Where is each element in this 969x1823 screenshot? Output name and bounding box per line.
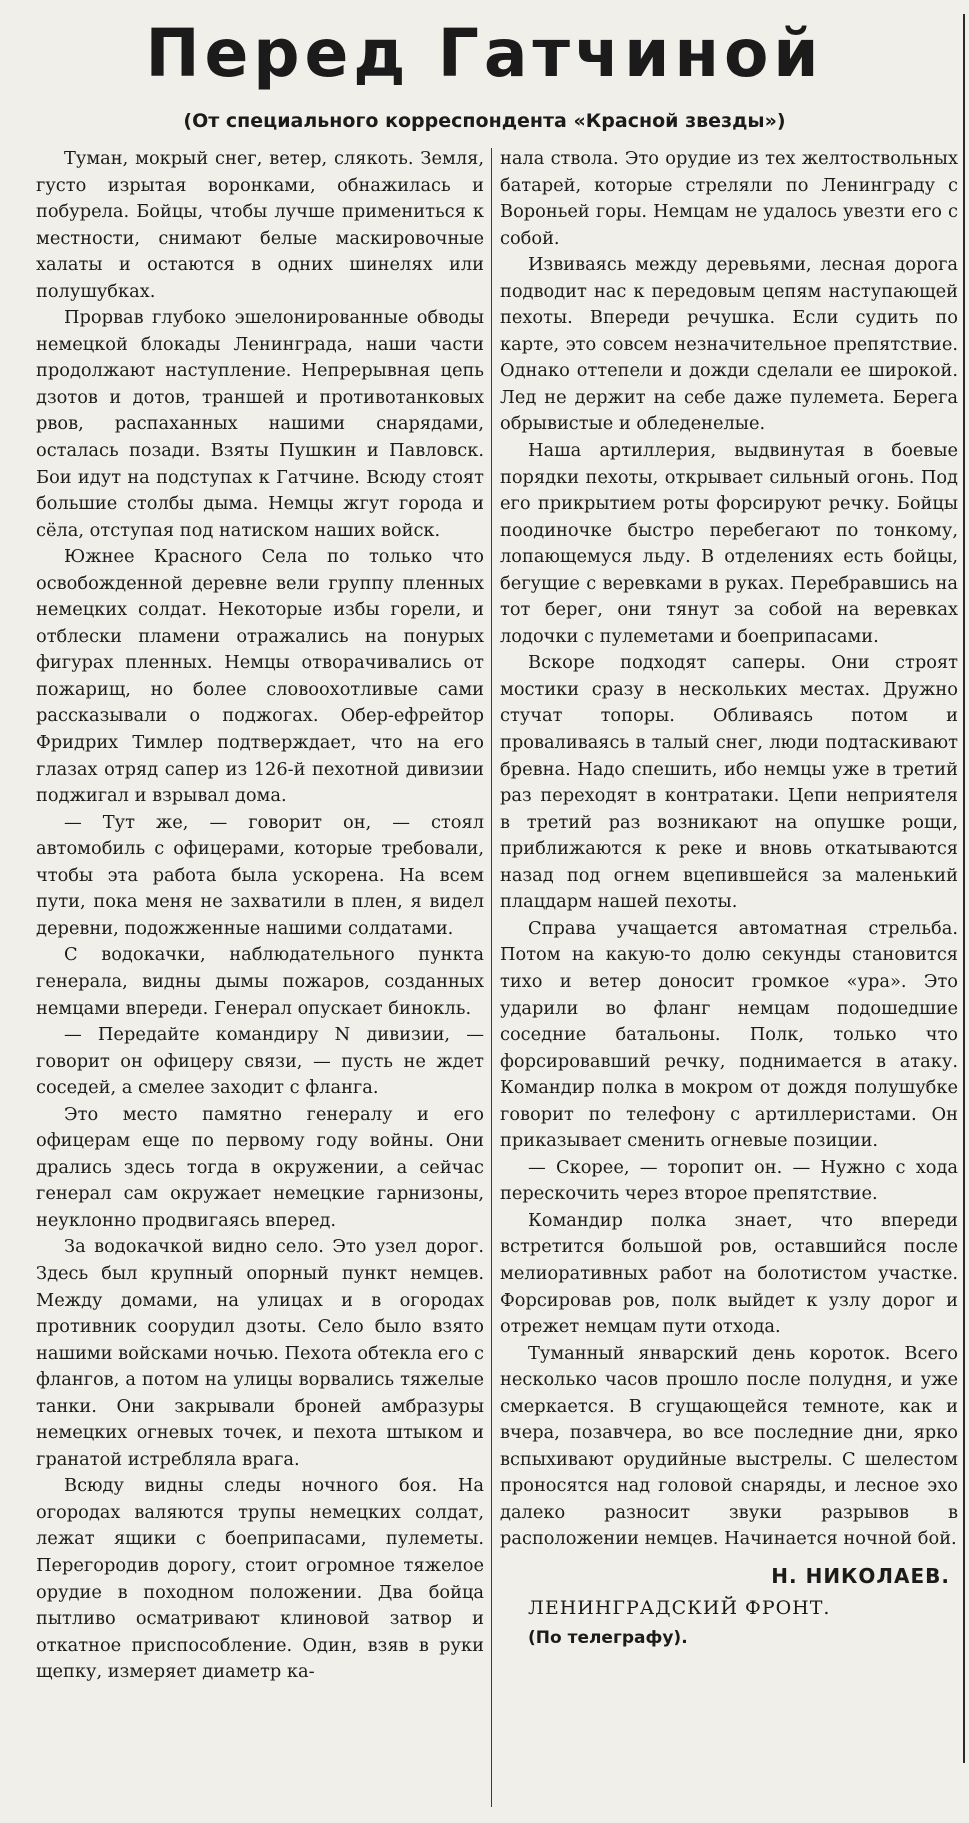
paragraph: — Скорее, — торопит он. — Нужно с хода перескочить через второе препятствие.: [500, 1156, 958, 1205]
article-subtitle: (От специального корреспондента «Красной звезды»): [183, 110, 786, 132]
article-title: Перед Гатчиной: [145, 15, 824, 92]
paragraph: Туман, мокрый снег, ветер, слякоть. Земля, густо изрытая воронками, обнажилась и побурела. Бойцы, чтобы лучше примениться к местности, снимают белые маскировочные халаты и остаются в одних шинелях или полушубках.: [36, 148, 484, 302]
paragraph: Вскоре подходят саперы. Они строят мостики сразу в нескольких местах. Дружно стучат топоры. Обливаясь потом и проваливаясь в талый снег, люди подтаскивают бревна. Надо спешить, ибо немцы уже в третий раз переходят в контратаки. Цепи неприятеля в третий раз возникают на опушке рощи, приближаются к реке и вновь откатываются назад под огнем вцепившейся за маленький плацдарм нашей пехоты.: [500, 652, 958, 913]
author-signature: Н. НИКОЛАЕВ.: [771, 1563, 950, 1588]
paragraph-continuation: нала ствола. Это орудие из тех желтоствольных батарей, которые стреляли по Ленинграду с Вороньей горы. Немцам не удалось увезти его с собой.: [500, 148, 958, 249]
paragraph: — Передайте командиру N дивизии, — говорит он офицеру связи, — пусть не ждет соседей, а смелее заходит с фланга.: [36, 1024, 484, 1099]
paragraph: Прорвав глубоко эшелонированные обводы немецкой блокады Ленинграда, наши части продолжают наступление. Непрерывная цепь дзотов и дотов, траншей и противотанковых рвов, распаханных нашими снарядами, осталась позади. Взяты Пушкин и Павловск. Бои идут на подступах к Гатчине. Всюду стоят большие столбы дыма. Немцы жгут города и сёла, отступая под натиском наших войск.: [36, 307, 484, 541]
paragraph: Извиваясь между деревьями, лесная дорога подводит нас к передовым цепям наступающей пехоты. Впереди речушка. Если судить по карте, это совсем незначительное препятствие. Однако оттепели и дожди сделали ее широкой. Лед не держит на себе даже пулемета. Берега обрывистые и обледенелые.: [500, 254, 958, 435]
page-edge-rule: [963, 14, 965, 1763]
paragraph: — Тут же, — говорит он, — стоял автомобиль с офицерами, которые требовали, чтобы эта работа была ускорена. На всем пути, пока меня не захватили в плен, я видел деревни, подожженные нашими солдатами.: [36, 811, 484, 939]
paragraph: Южнее Красного Села по только что освобожденной деревне вели группу пленных немецких солдат. Некоторые избы горели, и отблески пламени отражались на понурых фигурах пленных. Немцы отворачивались от пожарищ, но более словоохотливые сами рассказывали о поджогах. Обер-ефрейтор Фридрих Тимлер подтверждает, что на его глазах отряд сапер из 126-й пехотной дивизии поджигал и взрывал дома.: [36, 546, 484, 807]
paragraph: Справа учащается автоматная стрельба. Потом на какую-то долю секунды становится тихо и ветер доносит громкое «ура». Это ударили во фланг немцам подошедшие соседние батальоны. Полк, только что форсировавший речку, поднимается в атаку. Командир полка в мокром от дождя полушубке говорит по телефону с артиллеристами. Он приказывает сменить огневые позиции.: [500, 917, 958, 1152]
paragraph: Командир полка знает, что впереди встретится большой ров, оставшийся после мелиоративных работ на болотистом участке. Форсировав ров, полк выйдет к узлу дорог и отрежет немцам пути отхода.: [500, 1209, 958, 1338]
paragraph: Всюду видны следы ночного боя. На огородах валяются трупы немецких солдат, лежат ящики с боеприпасами, пулеметы. Перегородив дорогу, стоит огромное тяжелое орудие в походном положении. Два бойца пытливо осматривают клиновой затвор и откатное приспособление. Один, взяв в руки щепку, измеряет диаметр ка-: [36, 1475, 484, 1683]
paragraph: Это место памятно генералу и его офицерам еще по первому году войны. Они дрались здесь тогда в окружении, а сейчас генерал сам окружает немецкие гарнизоны, неуклонно продвигаясь вперед.: [36, 1103, 484, 1231]
paragraph: За водокачкой видно село. Это узел дорог. Здесь был крупный опорный пункт немцев. Между домами, на улицах и в огородах противник соорудил дзоты. Село было взято нашими войсками ночью. Пехота обтекла его с флангов, а потом на улицы ворвались тяжелые танки. Они закрывали броней амбразуры немецких огневых точек, и пехота штыком и гранатой истребляла врага.: [36, 1236, 484, 1470]
paragraph: Туманный январский день короток. Всего несколько часов прошло после полудня, и уже смеркается. В сгущающейся темноте, как и вчера, позавчера, во все последние дни, ярко вспыхивают орудийные выстрелы. С шелестом проносятся над головой снаряды, и лесное эхо далеко разносит звуки разрывов в расположении немцев. Начинается ночной бой.: [500, 1342, 958, 1550]
right-column: [500, 146, 958, 1807]
paragraph: С водокачки, наблюдательного пункта генерала, видны дымы пожаров, созданных немцами впереди. Генерал опускает бинокль.: [36, 944, 484, 1019]
column-divider: [491, 148, 492, 1807]
paragraph: Наша артиллерия, выдвинутая в боевые порядки пехоты, открывает сильный огонь. Под его прикрытием роты форсируют речку. Бойцы поодиночке быстро перебегают по тонкому, лопающемуся льду. В отделениях есть бойцы, бегущие с веревками в руках. Перебравшись на тот берег, они тянут за собой на веревках лодочки с пулеметами и боеприпасами.: [500, 440, 958, 647]
left-column: [36, 146, 484, 1807]
transmission-note: (По телеграфу).: [528, 1627, 688, 1648]
dateline: ЛЕНИНГРАДСКИЙ ФРОНТ.: [528, 1596, 831, 1619]
